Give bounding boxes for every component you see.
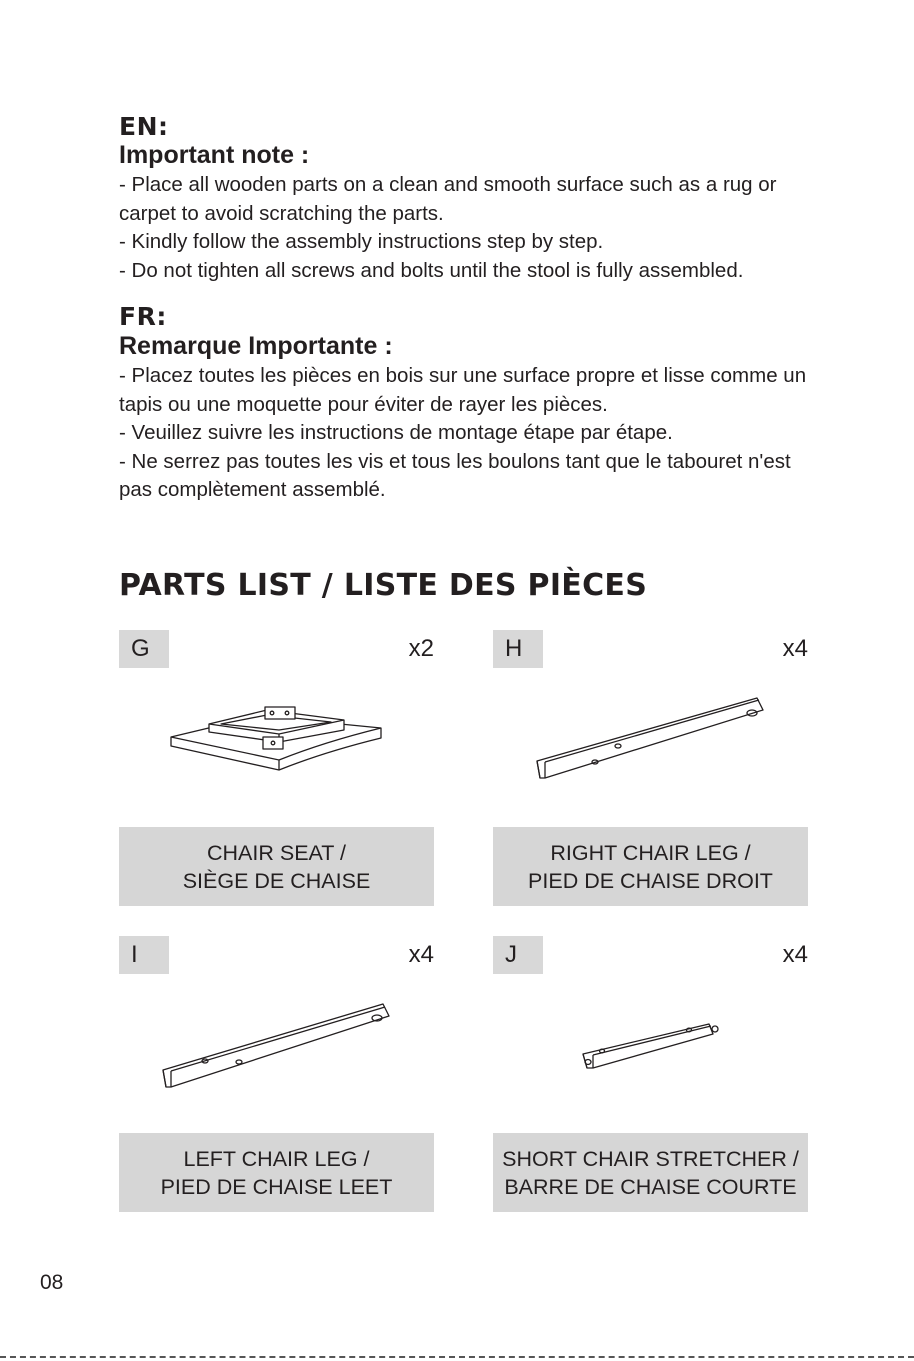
fr-note-line: - Veuillez suivre les instructions de montage étape par étape. xyxy=(119,421,673,445)
part-label xyxy=(493,1133,808,1212)
part-letter: G xyxy=(119,630,169,668)
fr-note-title: Remarque Importante : xyxy=(119,332,393,360)
chair-seat-drawing xyxy=(119,680,434,820)
part-card-h xyxy=(493,630,808,910)
part-label xyxy=(493,827,808,906)
fr-language-code: FR: xyxy=(119,302,167,331)
left-chair-leg-drawing xyxy=(119,986,434,1126)
part-letter: H xyxy=(493,630,543,668)
part-card-g xyxy=(119,630,434,910)
fr-note-line: - Ne serrez pas toutes les vis et tous les boulons tant que le tabouret n'est pas complètement assemblé. xyxy=(119,449,791,502)
en-note-line: - Kindly follow the assembly instructions step by step. xyxy=(119,230,604,254)
part-label-en: LEFT CHAIR LEG / xyxy=(183,1146,370,1171)
part-quantity: x2 xyxy=(408,635,434,662)
part-quantity: x4 xyxy=(782,635,808,662)
fr-note-line: - Placez toutes les pièces en bois sur une surface propre et lisse comme un tapis ou une moquette pour éviter de rayer les pièces. xyxy=(119,364,807,416)
part-quantity: x4 xyxy=(782,941,808,968)
en-note-line: - Do not tighten all screws and bolts until the stool is fully assembled. xyxy=(119,258,744,282)
part-label xyxy=(119,827,434,906)
right-chair-leg-drawing xyxy=(493,680,808,820)
parts-list-heading: PARTS LIST / LISTE DES PIÈCES xyxy=(119,568,648,603)
short-chair-stretcher-drawing xyxy=(493,986,808,1126)
en-note-line: - Place all wooden parts on a clean and smooth surface such as a rug or carpet to avoid scratching the parts. xyxy=(119,173,777,225)
part-label-en: CHAIR SEAT / xyxy=(207,840,346,865)
part-card-i xyxy=(119,936,434,1216)
part-label-fr: SIÈGE DE CHAISE xyxy=(182,868,371,893)
en-note-title: Important note : xyxy=(119,141,310,169)
part-letter: J xyxy=(493,936,543,974)
part-label-en: RIGHT CHAIR LEG / xyxy=(550,840,751,865)
part-label xyxy=(119,1133,434,1212)
part-label-fr: PIED DE CHAISE DROIT xyxy=(528,868,773,893)
part-label-fr: PIED DE CHAISE LEET xyxy=(160,1174,393,1199)
part-letter: I xyxy=(119,936,169,974)
en-language-code: EN: xyxy=(119,112,169,141)
fr-note-body xyxy=(119,362,819,505)
part-label-fr: BARRE DE CHAISE COURTE xyxy=(504,1174,797,1199)
page-number: 08 xyxy=(40,1271,64,1294)
cut-line xyxy=(0,1356,914,1358)
part-card-j xyxy=(493,936,808,1216)
part-quantity: x4 xyxy=(408,941,434,968)
part-label-en: SHORT CHAIR STRETCHER / xyxy=(502,1146,799,1171)
en-note-body xyxy=(119,171,819,285)
